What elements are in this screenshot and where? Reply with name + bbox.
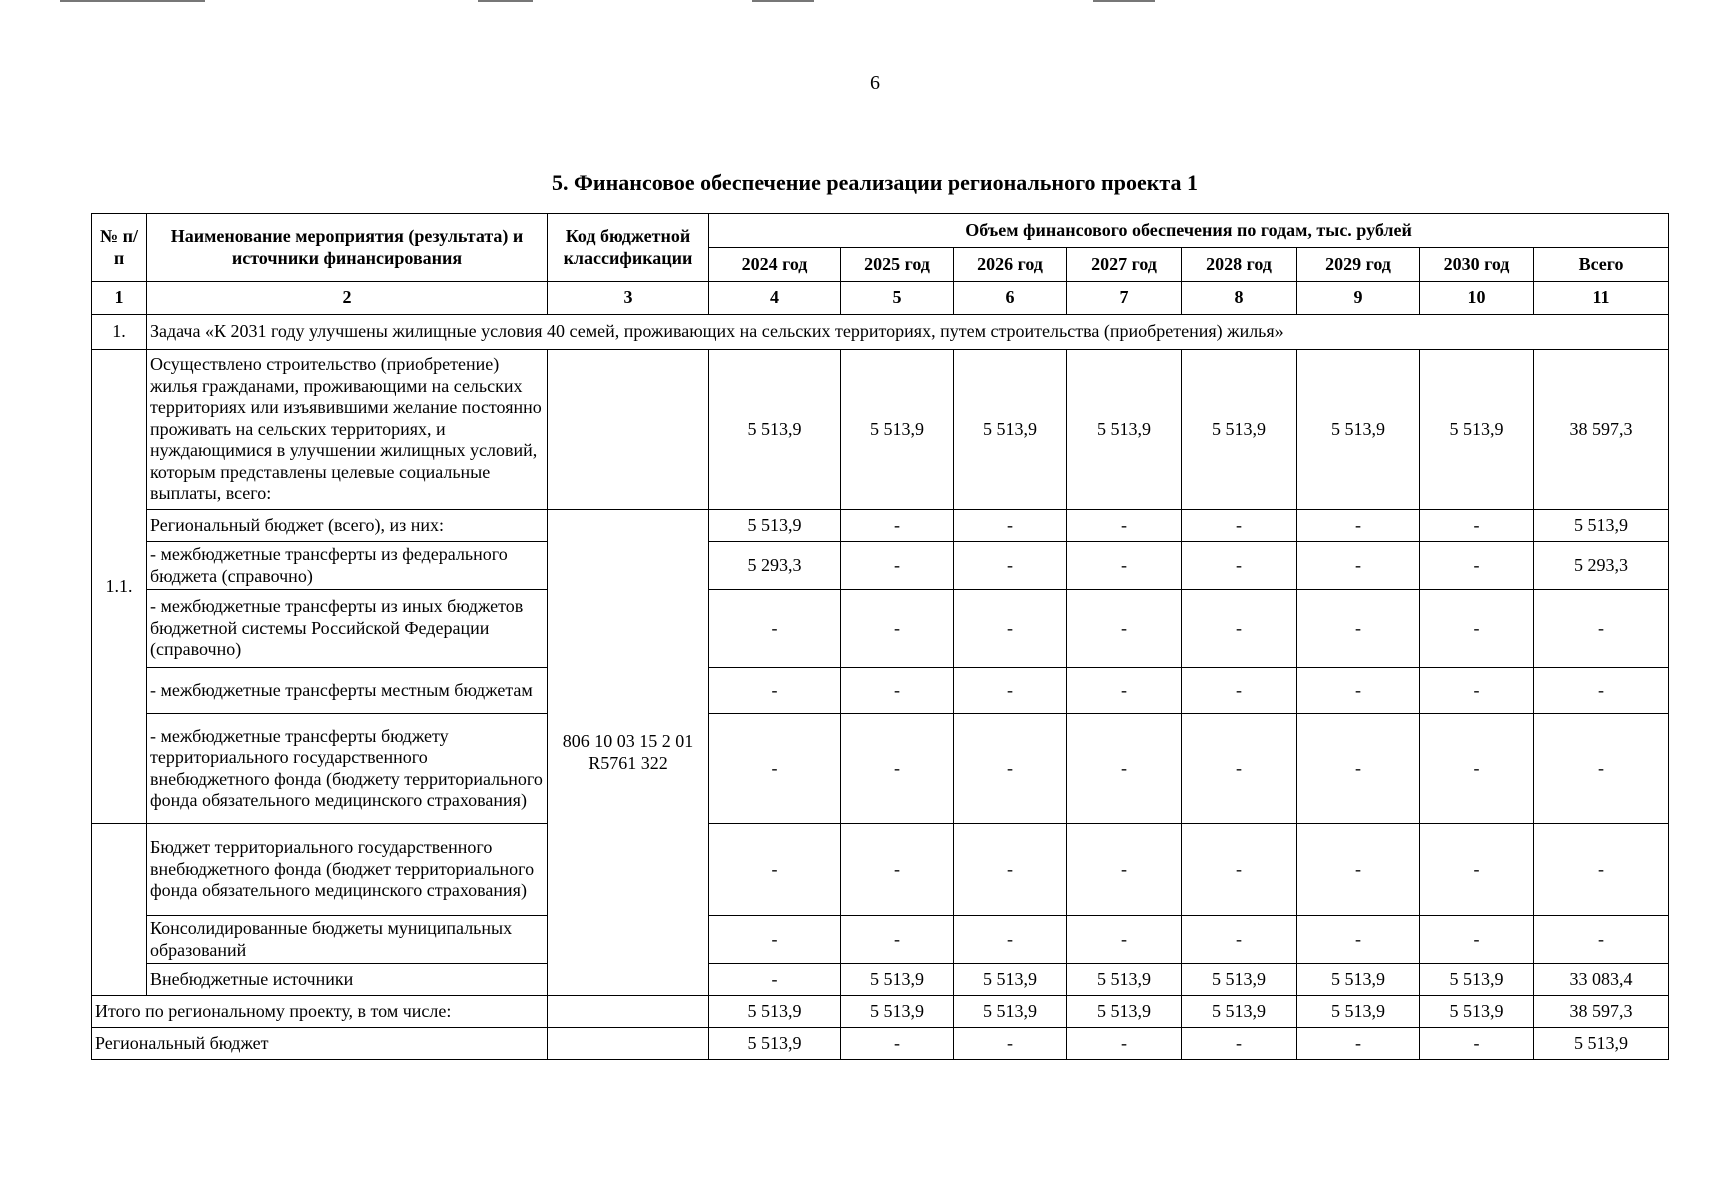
value-cell: 5 513,9: [841, 996, 954, 1028]
value-cell: -: [1182, 916, 1297, 964]
header-year: 2025 год: [841, 248, 954, 282]
value-cell: 5 513,9: [709, 510, 841, 542]
empty-cell: [548, 350, 709, 510]
value-cell: -: [709, 824, 841, 916]
table-row: [92, 350, 1669, 510]
value-cell: -: [1420, 542, 1534, 590]
header-volume: Объем финансового обеспечения по годам, тыс. рублей: [709, 214, 1669, 248]
value-cell: 5 293,3: [709, 542, 841, 590]
value-cell: -: [709, 590, 841, 668]
value-cell: -: [1182, 1028, 1297, 1060]
value-cell: 5 513,9: [1420, 996, 1534, 1028]
value-cell: 38 597,3: [1534, 996, 1669, 1028]
value-cell: 5 513,9: [841, 350, 954, 510]
value-cell: -: [841, 714, 954, 824]
header-year: 2030 год: [1420, 248, 1534, 282]
value-cell: -: [1534, 824, 1669, 916]
value-cell: 5 513,9: [1297, 996, 1420, 1028]
value-cell: -: [1420, 1028, 1534, 1060]
financing-table: [91, 213, 1669, 1060]
header-year: 2028 год: [1182, 248, 1297, 282]
value-cell: -: [841, 824, 954, 916]
value-cell: 5 513,9: [1420, 964, 1534, 996]
column-number: 3: [548, 282, 709, 315]
value-cell: -: [1534, 590, 1669, 668]
value-cell: -: [841, 542, 954, 590]
value-cell: -: [709, 714, 841, 824]
value-cell: 5 513,9: [709, 350, 841, 510]
task-text: Задача «К 2031 году улучшены жилищные условия 40 семей, проживающих на сельских территориях, путем строительства (приобретения) жилья»: [147, 315, 1669, 350]
value-cell: -: [709, 964, 841, 996]
header-no: № п/п: [92, 214, 147, 282]
value-cell: 5 513,9: [1067, 964, 1182, 996]
value-cell: -: [954, 510, 1067, 542]
value-cell: -: [954, 714, 1067, 824]
value-cell: 5 513,9: [1182, 996, 1297, 1028]
row-label: - межбюджетные трансферты бюджету территориального государственного внебюджетного фонда (бюджету территориального фонда обязательного медицинского страхования): [147, 714, 548, 824]
value-cell: -: [841, 1028, 954, 1060]
item-number: 1.1.: [92, 350, 147, 824]
row-label: Региональный бюджет (всего), из них:: [147, 510, 548, 542]
task-number: 1.: [92, 315, 147, 350]
value-cell: 5 513,9: [1182, 350, 1297, 510]
column-number: 7: [1067, 282, 1182, 315]
row-label: - межбюджетные трансферты из федерального бюджета (справочно): [147, 542, 548, 590]
value-cell: -: [1067, 824, 1182, 916]
header-year: Всего: [1534, 248, 1669, 282]
column-number: 9: [1297, 282, 1420, 315]
table-row: [92, 668, 1669, 714]
value-cell: 5 513,9: [1067, 350, 1182, 510]
value-cell: 5 513,9: [709, 1028, 841, 1060]
value-cell: 5 513,9: [1067, 996, 1182, 1028]
empty-cell: [92, 824, 147, 996]
value-cell: -: [1182, 590, 1297, 668]
column-number: 1: [92, 282, 147, 315]
value-cell: 5 513,9: [954, 996, 1067, 1028]
value-cell: -: [1420, 590, 1534, 668]
value-cell: -: [709, 916, 841, 964]
value-cell: 5 513,9: [1182, 964, 1297, 996]
value-cell: -: [954, 824, 1067, 916]
header-year: 2026 год: [954, 248, 1067, 282]
section-title: 5. Финансовое обеспечение реализации регионального проекта 1: [552, 170, 1198, 195]
column-number: 5: [841, 282, 954, 315]
value-cell: -: [709, 668, 841, 714]
value-cell: -: [954, 542, 1067, 590]
value-cell: -: [1297, 590, 1420, 668]
column-number: 4: [709, 282, 841, 315]
value-cell: 5 513,9: [1297, 964, 1420, 996]
value-cell: -: [841, 590, 954, 668]
scan-artifact-line: [478, 0, 533, 2]
value-cell: 5 293,3: [1534, 542, 1669, 590]
value-cell: -: [1182, 510, 1297, 542]
total-label: Региональный бюджет: [92, 1028, 548, 1060]
value-cell: -: [841, 916, 954, 964]
value-cell: -: [1067, 668, 1182, 714]
table-row: [92, 510, 1669, 542]
scan-artifact-line: [1093, 0, 1155, 2]
value-cell: 5 513,9: [1297, 350, 1420, 510]
value-cell: -: [841, 668, 954, 714]
table-row: [92, 542, 1669, 590]
value-cell: -: [1420, 916, 1534, 964]
value-cell: 33 083,4: [1534, 964, 1669, 996]
header-year: 2029 год: [1297, 248, 1420, 282]
budget-code: 806 10 03 15 2 01 R5761 322: [548, 510, 709, 996]
value-cell: -: [1067, 714, 1182, 824]
value-cell: 5 513,9: [841, 964, 954, 996]
value-cell: 5 513,9: [954, 350, 1067, 510]
value-cell: 5 513,9: [1420, 350, 1534, 510]
header-year: 2024 год: [709, 248, 841, 282]
value-cell: -: [1182, 668, 1297, 714]
table-row: [92, 590, 1669, 668]
value-cell: -: [841, 510, 954, 542]
row-label: Консолидированные бюджеты муниципальных образований: [147, 916, 548, 964]
column-numbers-row: [92, 282, 1669, 315]
value-cell: -: [1297, 824, 1420, 916]
header-year: 2027 год: [1067, 248, 1182, 282]
value-cell: -: [1534, 916, 1669, 964]
value-cell: -: [1297, 916, 1420, 964]
value-cell: 5 513,9: [954, 964, 1067, 996]
value-cell: -: [1182, 824, 1297, 916]
value-cell: -: [954, 668, 1067, 714]
column-number: 2: [147, 282, 548, 315]
total-row: [92, 996, 1669, 1028]
value-cell: -: [1067, 1028, 1182, 1060]
value-cell: -: [1297, 668, 1420, 714]
table-row: [92, 964, 1669, 996]
header-row: [92, 214, 1669, 248]
row-label: - межбюджетные трансферты местным бюджетам: [147, 668, 548, 714]
header-code: Код бюджетной классификации: [548, 214, 709, 282]
column-number: 10: [1420, 282, 1534, 315]
value-cell: -: [1067, 916, 1182, 964]
page-number: 6: [870, 72, 880, 94]
value-cell: -: [1534, 668, 1669, 714]
value-cell: -: [1420, 510, 1534, 542]
row-label: Бюджет территориального государственного внебюджетного фонда (бюджет территориального фонда обязательного медицинского страхования): [147, 824, 548, 916]
total-label: Итого по региональному проекту, в том числе:: [92, 996, 548, 1028]
value-cell: -: [1182, 542, 1297, 590]
value-cell: -: [954, 590, 1067, 668]
column-number: 6: [954, 282, 1067, 315]
scan-artifact-line: [60, 0, 205, 2]
value-cell: 5 513,9: [709, 996, 841, 1028]
table-row: [92, 916, 1669, 964]
value-cell: -: [1297, 510, 1420, 542]
value-cell: 38 597,3: [1534, 350, 1669, 510]
value-cell: -: [1420, 668, 1534, 714]
value-cell: 5 513,9: [1534, 1028, 1669, 1060]
value-cell: -: [1067, 542, 1182, 590]
header-name: Наименование мероприятия (результата) и источники финансирования: [147, 214, 548, 282]
value-cell: -: [1067, 590, 1182, 668]
value-cell: 5 513,9: [1534, 510, 1669, 542]
empty-cell: [548, 1028, 709, 1060]
row-label: Осуществлено строительство (приобретение) жилья гражданами, проживающими на сельских территориях или изъявившими желание постоянно проживать на сельских территориях, и нуждающимися в улучшении жилищных условий, которым представлены целевые социальные выплаты, всего:: [147, 350, 548, 510]
value-cell: -: [1297, 1028, 1420, 1060]
column-number: 11: [1534, 282, 1669, 315]
value-cell: -: [954, 1028, 1067, 1060]
value-cell: -: [1067, 510, 1182, 542]
table-row: [92, 824, 1669, 916]
row-label: - межбюджетные трансферты из иных бюджетов бюджетной системы Российской Федерации (справочно): [147, 590, 548, 668]
task-row: [92, 315, 1669, 350]
empty-cell: [548, 996, 709, 1028]
row-label: Внебюджетные источники: [147, 964, 548, 996]
value-cell: -: [1182, 714, 1297, 824]
value-cell: -: [954, 916, 1067, 964]
total-row: [92, 1028, 1669, 1060]
value-cell: -: [1420, 714, 1534, 824]
table-row: [92, 714, 1669, 824]
value-cell: -: [1420, 824, 1534, 916]
scan-artifact-line: [752, 0, 814, 2]
column-number: 8: [1182, 282, 1297, 315]
value-cell: -: [1297, 542, 1420, 590]
value-cell: -: [1297, 714, 1420, 824]
value-cell: -: [1534, 714, 1669, 824]
